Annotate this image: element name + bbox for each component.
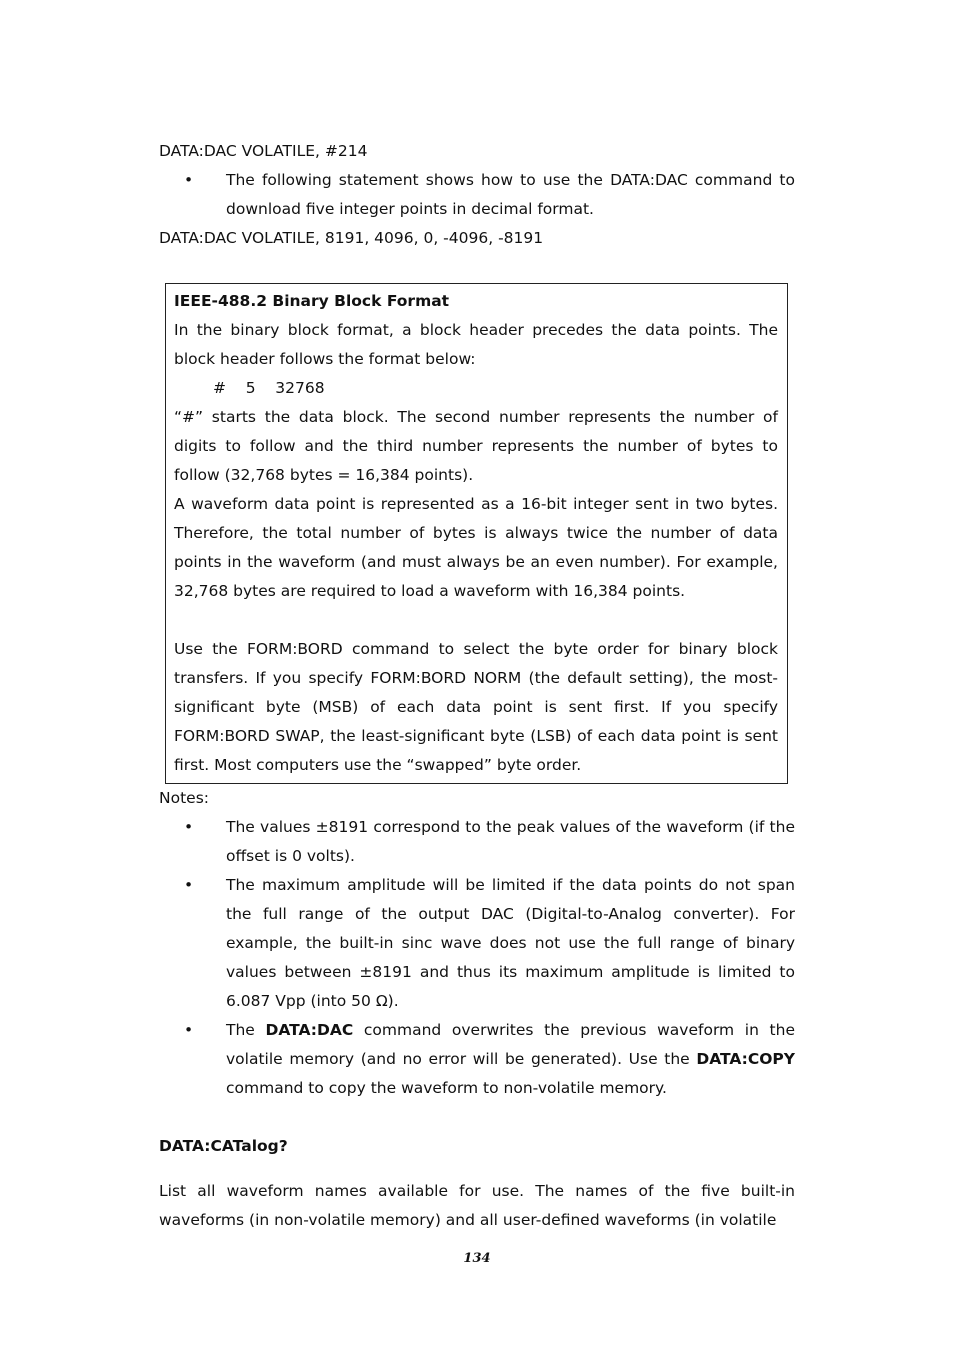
- bullet-item: [159, 166, 795, 224]
- bullet-icon: •: [184, 171, 194, 189]
- section-title: DATA:CATalog?: [159, 1137, 288, 1155]
- bullet-icon: •: [184, 876, 194, 894]
- note-text: The maximum amplitude will be limited if the data points do not span the full range of the output DAC (Digital-to-Analog converter). For example, the built-in sinc wave does not use the full range of binary values between ±8191 and thus its maximum amplitude is limited to 6.087 Vpp (into 50 Ω).: [226, 876, 795, 1010]
- page-number: 134: [463, 1251, 491, 1266]
- note-text-part: command to copy the waveform to non-volatile memory.: [226, 1079, 667, 1097]
- note-text-part: command overwrites the previous waveform in the volatile memory (and no error will be generated). Use the: [226, 1021, 795, 1068]
- section-body: List all waveform names available for use. The names of the five built-in waveforms (in non-volatile memory) and all user-defined waveforms (in volatile: [159, 1181, 795, 1229]
- command-name: DATA:DAC: [265, 1021, 354, 1039]
- box-title: IEEE-488.2 Binary Block Format: [174, 292, 450, 310]
- box-paragraph: Use the FORM:BORD command to select the byte order for binary block transfers. If you specify FORM:BORD NORM (the default setting), the most-significant byte (MSB) of each data point is sent first. If you specify FORM:BORD SWAP, the least-significant byte (LSB) of each data point is sent first. Most computers use the “swapped” byte order.: [174, 640, 778, 774]
- box-paragraph: A waveform data point is represented as a 16-bit integer sent in two bytes. Therefore, the total number of bytes is always twice the number of data points in the waveform (and must always be an even number). For example, 32,768 bytes are required to load a waveform with 16,384 points.: [174, 495, 778, 600]
- box-paragraph: In the binary block format, a block header precedes the data points. The block header follows the format below:: [174, 321, 778, 368]
- note-item: [159, 813, 795, 871]
- binary-block-format-box: [165, 283, 788, 784]
- page-content: [159, 137, 795, 1235]
- note-text-part: The: [226, 1021, 266, 1039]
- block-header-example: # 5 32768: [213, 379, 325, 397]
- command-example-block-header: DATA:DAC VOLATILE, #214: [159, 142, 368, 160]
- bullet-text: The following statement shows how to use the DATA:DAC command to download five integer points in decimal format.: [226, 171, 795, 218]
- note-item: [159, 871, 795, 1016]
- command-example-decimal: DATA:DAC VOLATILE, 8191, 4096, 0, -4096, -8191: [159, 229, 544, 247]
- spacer: [174, 606, 778, 635]
- command-name: DATA:COPY: [696, 1050, 795, 1068]
- bullet-icon: •: [184, 1021, 194, 1039]
- note-item: [159, 1016, 795, 1103]
- note-text: [226, 1021, 795, 1097]
- box-paragraph: “#” starts the data block. The second number represents the number of digits to follow and the third number represents the number of bytes to follow (32,768 bytes = 16,384 points).: [174, 408, 778, 484]
- note-text: The values ±8191 correspond to the peak values of the waveform (if the offset is 0 volts).: [226, 818, 795, 865]
- bullet-icon: •: [184, 818, 194, 836]
- notes-label: Notes:: [159, 789, 209, 807]
